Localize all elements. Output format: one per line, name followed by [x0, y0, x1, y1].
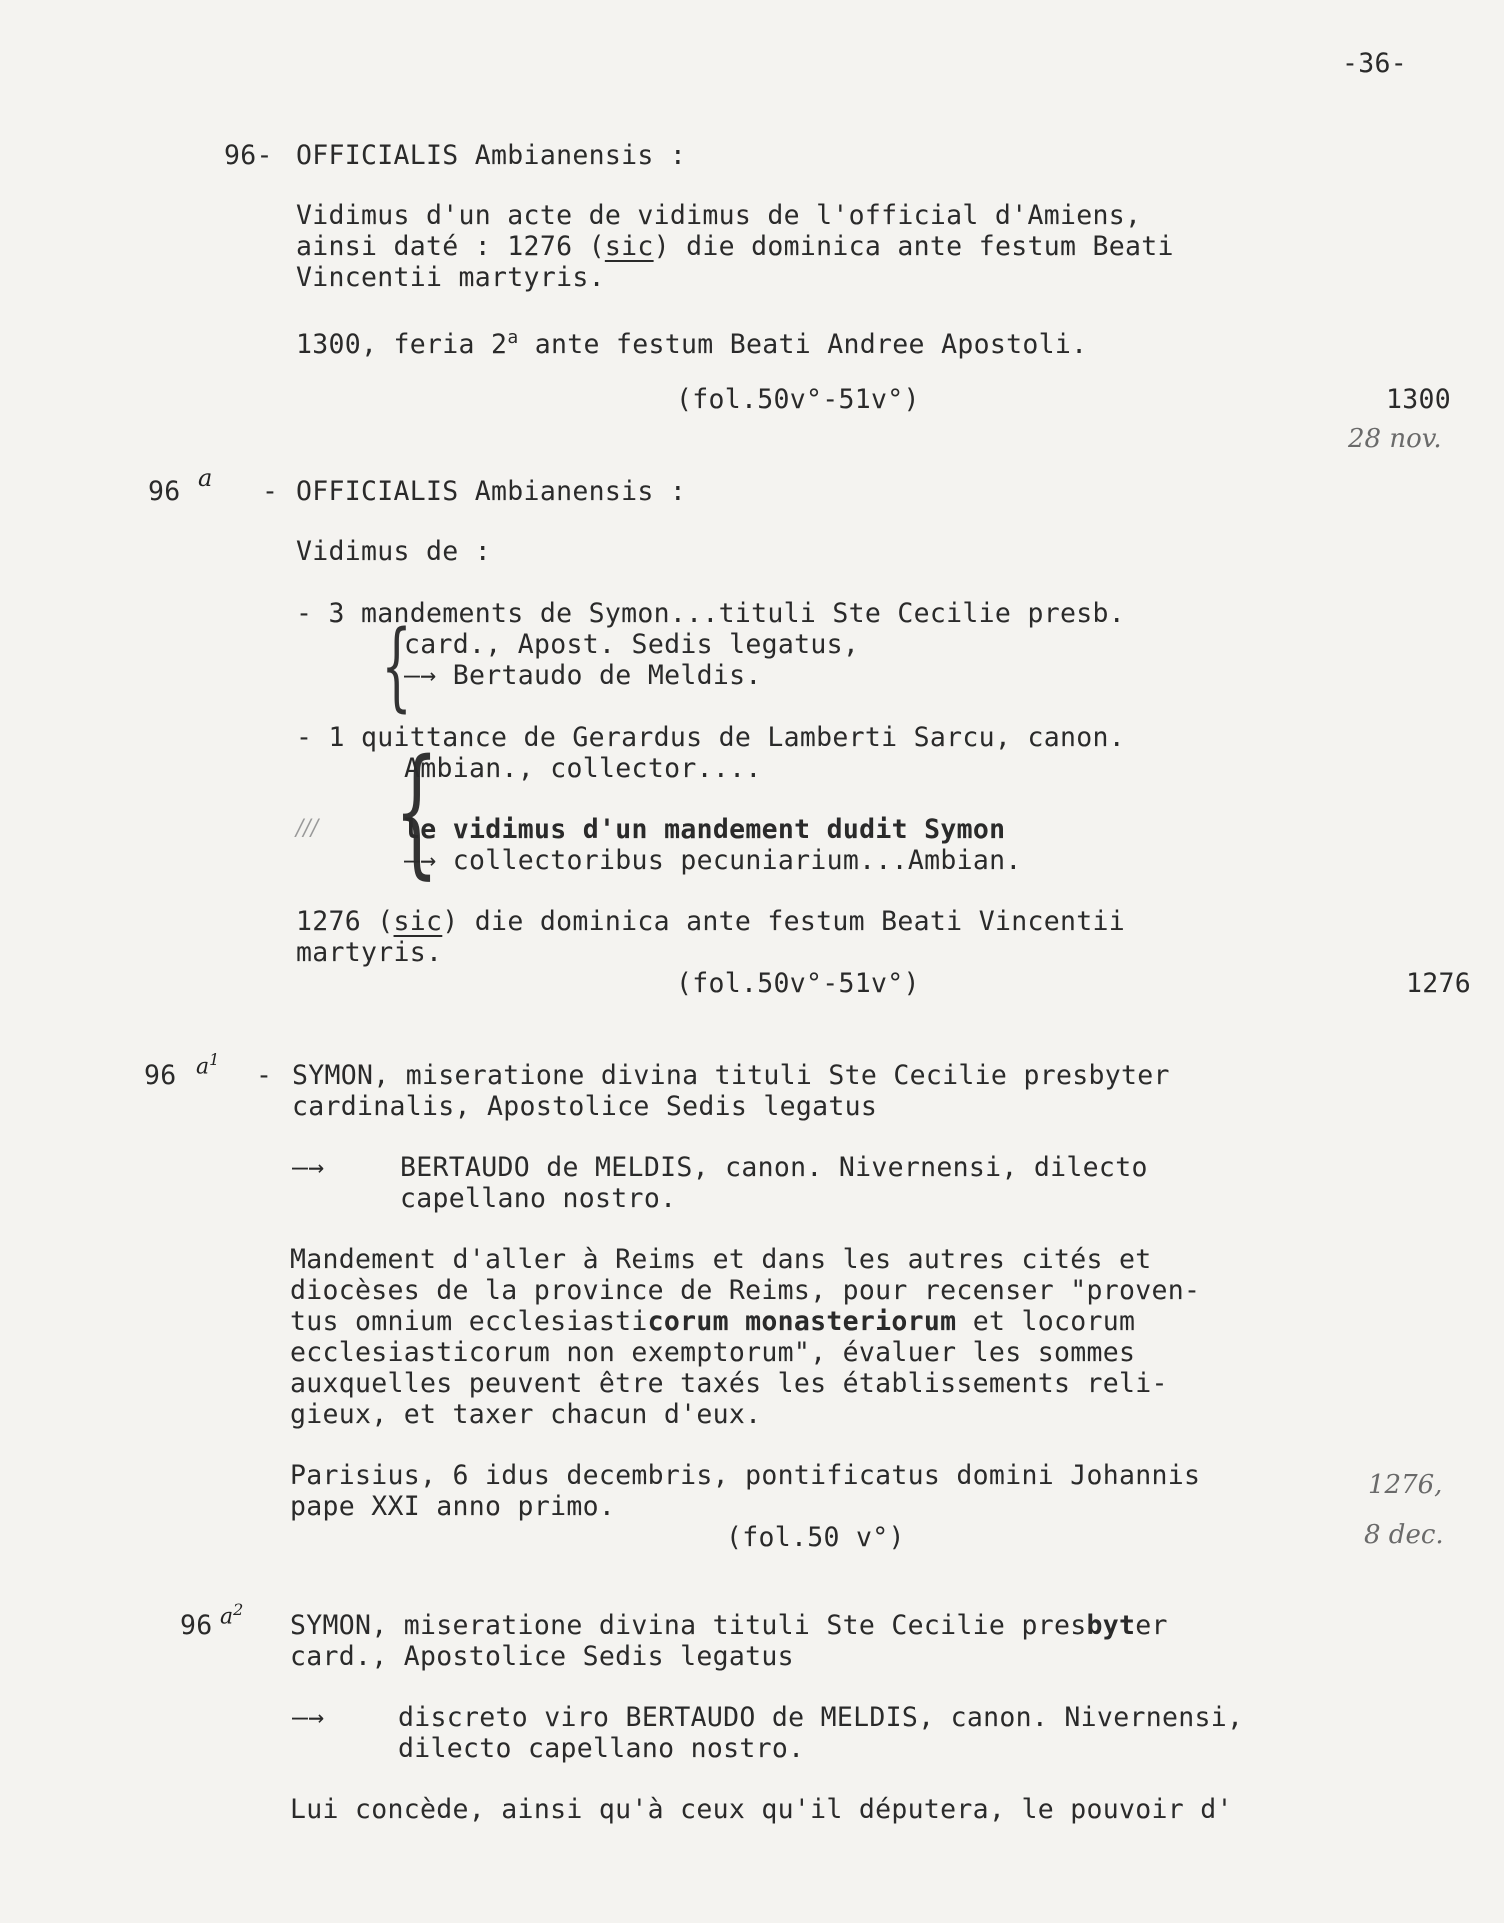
body-line: Vincentii martyris.: [296, 262, 605, 293]
date-line: [296, 906, 1125, 937]
body-line: auxquelles peuvent être taxés les établissements reli-: [290, 1368, 1168, 1399]
entry-title: SYMON, miseratione divina tituli Ste Cecilie presbyter: [290, 1610, 1168, 1641]
struck-out-mark: ///: [296, 816, 319, 841]
date-text: 1276 (sic) die dominica ante festum Beati Vincentii: [296, 906, 1125, 937]
entry-title: cardinalis, Apostolice Sedis legatus: [292, 1091, 878, 1122]
folio-ref: (fol.50v°-51v°): [676, 384, 920, 415]
entry-hand-mark: $a^1$: [196, 1050, 220, 1080]
date-line: martyris.: [296, 937, 443, 968]
entry-dash: -: [262, 476, 279, 507]
item-line: card., Apost. Sedis legatus,: [404, 629, 860, 660]
item-text: le vidimus d'un mandement dudit Symon: [404, 814, 1006, 845]
margin-handwritten-date: 8 dec.: [1364, 1520, 1444, 1550]
margin-year: 1276: [1406, 968, 1472, 999]
body-line: [296, 231, 1174, 262]
intro-line: Vidimus de :: [296, 536, 492, 567]
date-text-rest: ante festum Beati Andree Apostoli.: [518, 328, 1088, 360]
entry-title: card., Apostolice Sedis legatus: [290, 1641, 794, 1672]
entry-number: 96: [180, 1610, 213, 1641]
margin-handwritten-date: 1276,: [1368, 1470, 1443, 1500]
arrow-icon: —→: [292, 1702, 325, 1733]
entry-number: 96-: [224, 140, 273, 171]
addressee-line: discreto viro BERTAUDO de MELDIS, canon. Nivernensi,: [398, 1702, 1244, 1733]
body-text: ainsi daté : 1276 (sic) die dominica ante festum Beati: [296, 231, 1174, 262]
margin-year: 1300: [1386, 384, 1452, 415]
item-line: - 1 quittance de Gerardus de Lamberti Sarcu, canon.: [296, 722, 1125, 753]
brace-icon: {: [394, 730, 439, 893]
item-line: Ambian., collector....: [404, 753, 762, 784]
date-line: Parisius, 6 idus decembris, pontificatus domini Johannis: [290, 1460, 1201, 1491]
body-line: gieux, et taxer chacun d'eux.: [290, 1399, 762, 1430]
entry-title: OFFICIALIS Ambianensis :: [296, 476, 687, 507]
entry-number: 96: [148, 476, 181, 507]
item-line: - 3 mandements de Symon...tituli Ste Cecilie presb.: [296, 598, 1125, 629]
item-line: —→ Bertaudo de Meldis.: [404, 660, 762, 691]
entry-dash: -: [256, 1060, 273, 1091]
brace-icon: {: [381, 610, 412, 722]
item-line: [404, 814, 1005, 845]
entry-title: SYMON, miseratione divina tituli Ste Cecilie presbyter: [292, 1060, 1170, 1091]
body-line: ecclesiasticorum non exemptorum", évaluer les sommes: [290, 1337, 1136, 1368]
body-line: Vidimus d'un acte de vidimus de l'official d'Amiens,: [296, 200, 1142, 231]
folio-ref: (fol.50v°-51v°): [676, 968, 920, 999]
addressee-line: dilecto capellano nostro.: [398, 1733, 805, 1764]
date-superscript: a: [507, 327, 519, 348]
date-line: [296, 322, 1087, 360]
addressee-line: capellano nostro.: [400, 1183, 677, 1214]
folio-ref: (fol.50 v°): [726, 1522, 905, 1553]
margin-handwritten-date: 28 nov.: [1348, 424, 1442, 454]
date-text: 1300, feria 2: [296, 328, 508, 360]
page-number: -36-: [1342, 48, 1408, 79]
entry-hand-mark: $a^2$: [220, 1600, 244, 1630]
date-line: pape XXI anno primo.: [290, 1491, 616, 1522]
addressee-line: BERTAUDO de MELDIS, canon. Nivernensi, dilecto: [400, 1152, 1148, 1183]
body-line: diocèses de la province de Reims, pour recenser "proven-: [290, 1275, 1201, 1306]
entry-number: 96: [144, 1060, 177, 1091]
arrow-icon: —→: [292, 1152, 325, 1183]
item-line: —→ collectoribus pecuniarium...Ambian.: [404, 845, 1022, 876]
entry-title: OFFICIALIS Ambianensis :: [296, 140, 687, 171]
body-line: Lui concède, ainsi qu'à ceux qu'il députera, le pouvoir d': [290, 1794, 1233, 1825]
body-line: tus omnium ecclesiasticorum monasteriorum et locorum: [290, 1306, 1136, 1337]
body-line: Mandement d'aller à Reims et dans les autres cités et: [290, 1244, 1152, 1275]
entry-hand-mark: a: [198, 464, 213, 492]
